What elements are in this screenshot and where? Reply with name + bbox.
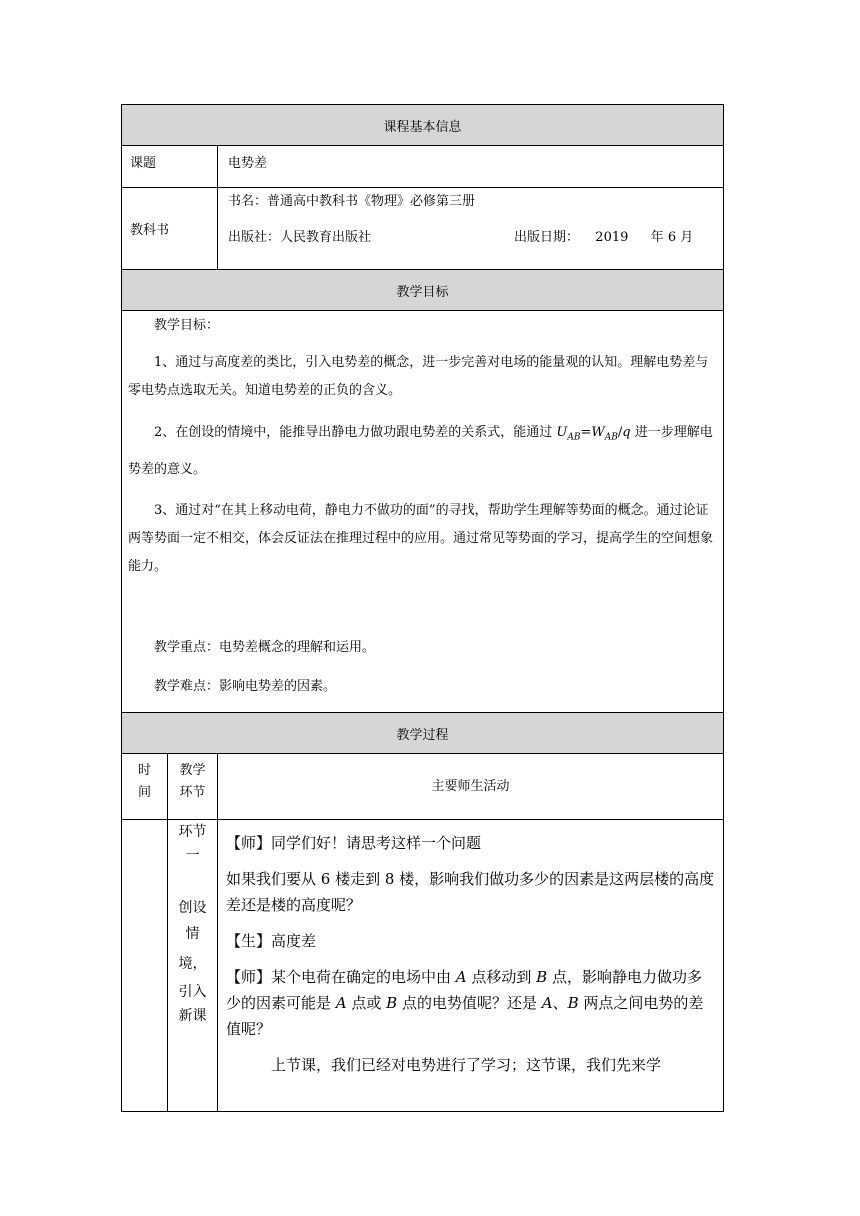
time-cell xyxy=(122,820,168,1112)
course-info-header: 课程基本信息 xyxy=(122,105,724,146)
stage-column-header: 教学 环节 xyxy=(168,754,218,820)
activity-cell xyxy=(218,820,724,1112)
difficulty-point: 教学难点：影响电势差的因素。 xyxy=(154,678,337,694)
objectives-header: 教学目标 xyxy=(122,270,724,311)
teacher-question-1: 【师】同学们好！请思考这样一个问题 xyxy=(226,834,482,852)
key-point: 教学重点：电势差概念的理解和运用。 xyxy=(154,639,376,655)
textbook-title: 书名：普通高中教科书《物理》必修第三册 xyxy=(228,194,476,209)
topic-value-cell xyxy=(218,146,724,188)
publisher-line xyxy=(228,226,723,250)
topic-value: 电势差 xyxy=(228,156,268,171)
year-char: 年 xyxy=(650,230,664,245)
pub-date-label: 出版日期： xyxy=(514,230,580,245)
stage-cell: 环节 一 创设 情 境， 引入 新课 xyxy=(168,820,218,1112)
activity-column-header: 主要师生活动 xyxy=(218,754,724,820)
lesson-intro-text: 上节课，我们已经对电势进行了学习；这节课，我们先来学 xyxy=(271,1056,662,1074)
publisher: 出版社：人民教育出版社 xyxy=(228,230,372,245)
textbook-label-cell xyxy=(122,188,218,270)
pub-year: 2019 xyxy=(595,230,629,245)
process-header: 教学过程 xyxy=(122,713,724,754)
publication-date xyxy=(514,226,693,250)
objective-item-2: 2、在创设的情境中，能推导出静电力做功跟电势差的关系式，能通过 $U_{AB}=W_{AB}/q$ 进一步理解电势差的意义。 xyxy=(128,425,713,477)
teacher-question-2: 如果我们要从 6 楼走到 8 楼，影响我们做功多少的因素是这两层楼的高度差还是楼的高度呢？ xyxy=(226,870,715,914)
textbook-label: 教科书 xyxy=(130,223,170,238)
objective-item-1: 1、通过与高度差的类比，引入电势差的概念，进一步完善对电场的能量观的认知。理解电势差与零电势点选取无关。知道电势差的正负的含义。 xyxy=(128,355,709,398)
student-answer: 【生】高度差 xyxy=(226,932,317,950)
topic-label: 课题 xyxy=(130,156,157,171)
objectives-body xyxy=(122,311,724,713)
lesson-plan-table xyxy=(121,104,724,1112)
month-char: 月 xyxy=(680,230,694,245)
pub-month: 6 xyxy=(667,230,677,245)
time-column-header: 时 间 xyxy=(122,754,168,820)
textbook-info-cell xyxy=(218,188,724,270)
topic-label-cell xyxy=(122,146,218,188)
teacher-question-3: 【师】某个电荷在确定的电场中由 A 点移动到 B 点，影响静电力做功多少的因素可能是 A 点或 B 点的电势值呢？还是 A、B 两点之间电势的差值呢？ xyxy=(226,968,704,1038)
objectives-intro: 教学目标： xyxy=(154,318,220,333)
objective-item-3: 3、通过对“在其上移动电荷，静电力不做功的面”的寻找，帮助学生理解等势面的概念。通过论证两等势面一定不相交，体会反证法在推理过程中的应用。通过常见等势面的学习，提高学生的空间想象能力。 xyxy=(128,502,714,574)
